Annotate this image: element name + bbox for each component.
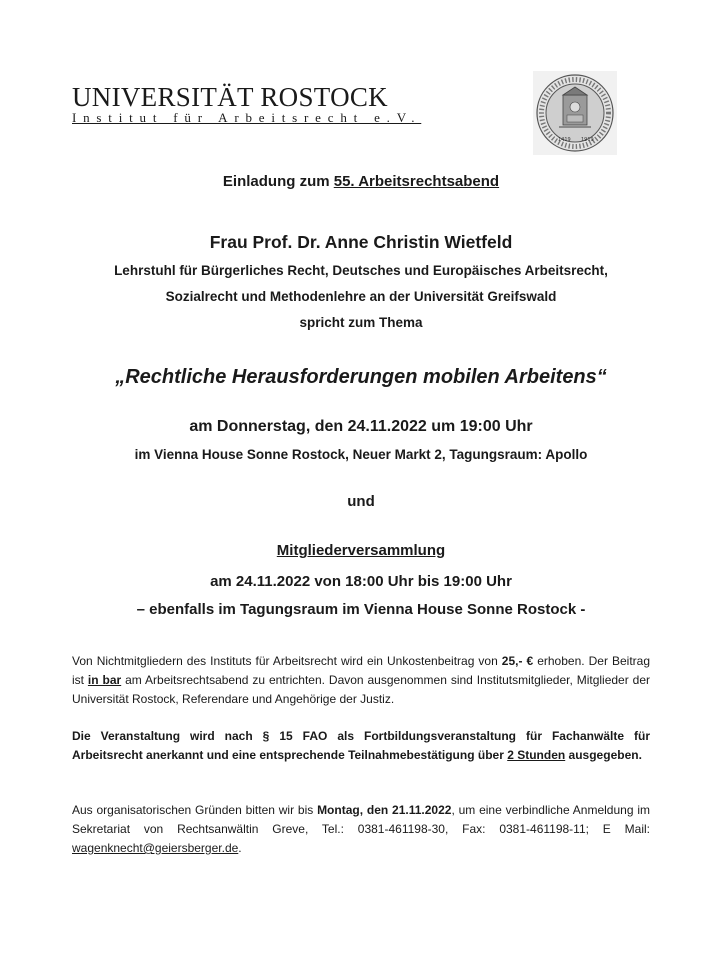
- accreditation-hours: 2 Stunden: [507, 748, 566, 762]
- assembly-location: – ebenfalls im Tagungsraum im Vienna House Sonne Rostock -: [136, 601, 586, 618]
- invitation-number: 55. Arbeitsrechtsabend: [333, 173, 500, 190]
- event-date: am Donnerstag, den 24.11.2022 um 19:00 Uhr: [189, 418, 533, 435]
- fee-text-1: Von Nichtmitgliedern des Instituts für Arbeitsrecht wird ein Unkostenbeitrag von: [72, 654, 502, 668]
- registration-text-1: Aus organisatorischen Gründen bitten wir bis: [72, 803, 318, 817]
- fee-text-3: am Arbeitsrechtsabend zu entrichten. Davon ausgenommen sind Institutsmitglieder, Mitglieder der Universität Rostock, Referendare und Angehörige der Justiz.: [72, 673, 650, 706]
- seal-year-right: 1919: [581, 137, 594, 143]
- registration-email-link[interactable]: wagenknecht@geiersberger.de: [72, 841, 239, 855]
- invitation-prefix: Einladung zum: [222, 173, 334, 190]
- institute-name: Institut für Arbeitsrecht e.V.: [72, 110, 422, 125]
- registration-paragraph: [72, 801, 650, 858]
- university-seal-icon: [533, 71, 617, 155]
- fee-cash: in bar: [87, 673, 122, 687]
- speaker-chair-line-2: Sozialrecht und Methodenlehre an der Universität Greifswald: [165, 289, 557, 304]
- seal-year-left: 1419: [558, 137, 571, 143]
- accreditation-paragraph: [72, 727, 650, 765]
- fee-text-2: erhoben. Der Beitrag ist: [72, 654, 650, 687]
- university-name: UNIVERSITÄT ROSTOCK: [72, 82, 388, 112]
- talk-topic: „Rechtliche Herausforderungen mobilen Arbeitens“: [115, 366, 607, 388]
- fee-paragraph: [72, 652, 650, 709]
- registration-text-3: .: [238, 841, 242, 855]
- speaks-on-topic: spricht zum Thema: [299, 315, 423, 330]
- accreditation-text-2: ausgegeben.: [565, 748, 642, 762]
- assembly-title: Mitgliederversammlung: [276, 542, 446, 559]
- fee-amount: 25,- €: [501, 654, 534, 668]
- assembly-time: am 24.11.2022 von 18:00 Uhr bis 19:00 Uhr: [210, 573, 512, 590]
- registration-deadline: Montag, den 21.11.2022: [317, 803, 452, 817]
- event-venue: im Vienna House Sonne Rostock, Neuer Markt 2, Tagungsraum: Apollo: [134, 447, 588, 462]
- speaker-name: Frau Prof. Dr. Anne Christin Wietfeld: [209, 232, 513, 252]
- invitation-line: [60, 172, 662, 192]
- and-word: und: [347, 493, 375, 510]
- speaker-chair-line-1: Lehrstuhl für Bürgerliches Recht, Deutsches und Europäisches Arbeitsrecht,: [114, 263, 608, 278]
- accreditation-text-1: Die Veranstaltung wird nach § 15 FAO als Fortbildungsveranstaltung für Fachanwälte für Arbeitsrecht anerkannt und eine entsprechende Teilnahmebestätigung über: [72, 729, 650, 762]
- registration-text-2: , um eine verbindliche Anmeldung im Sekretariat von Rechtsanwältin Greve, Tel.: 0381-461198-30, Fax: 0381-461198-11; E Mail:: [72, 803, 650, 836]
